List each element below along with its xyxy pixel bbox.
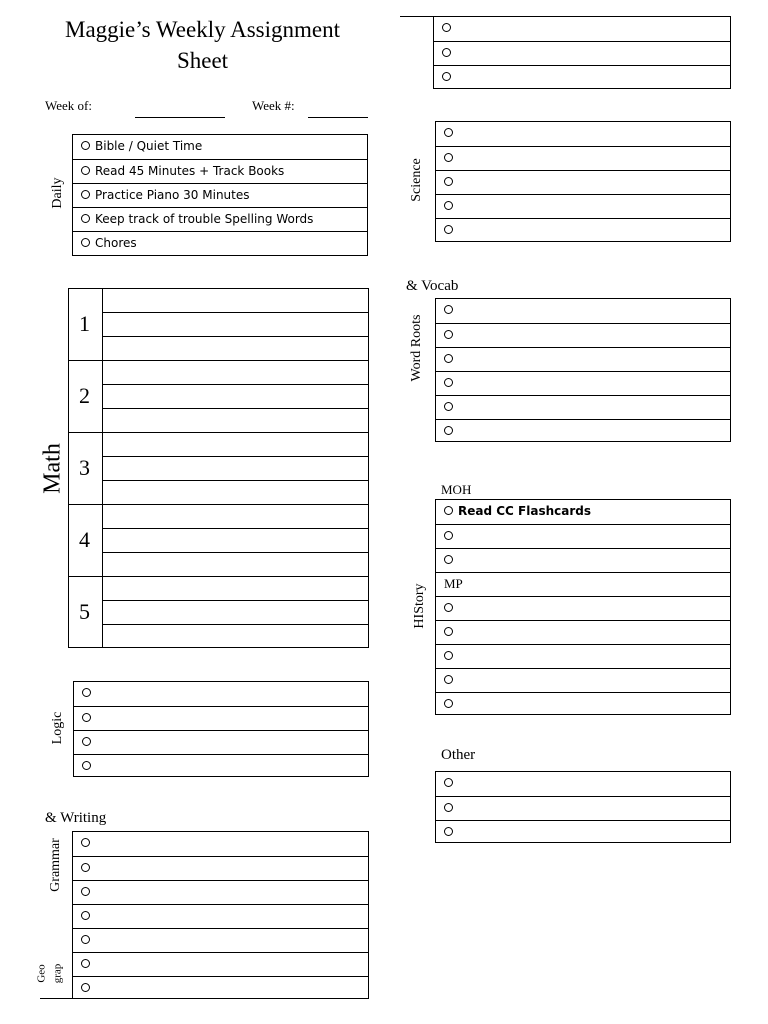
page-title — [30, 14, 375, 76]
checkbox-circle-icon[interactable] — [81, 911, 90, 920]
geography-item[interactable] — [73, 976, 368, 1000]
checkbox-circle-icon[interactable] — [442, 72, 451, 81]
daily-label: Daily — [50, 177, 65, 209]
checkbox-circle-icon[interactable] — [444, 378, 453, 387]
checkbox-circle-icon[interactable] — [444, 803, 453, 812]
math-line[interactable] — [102, 336, 368, 337]
history-item[interactable] — [436, 620, 730, 644]
history-label: HIStory — [412, 583, 427, 629]
math-grid — [68, 288, 369, 648]
checkbox-circle-icon[interactable] — [442, 23, 451, 32]
checkbox-circle-icon[interactable] — [81, 863, 90, 872]
math-line[interactable] — [102, 624, 368, 625]
math-line[interactable] — [102, 480, 368, 481]
top-item[interactable] — [434, 65, 730, 89]
grammar-item[interactable] — [73, 880, 368, 904]
grammar-item[interactable] — [73, 856, 368, 880]
math-group-divider — [69, 504, 368, 505]
math-line[interactable] — [102, 552, 368, 553]
other-label: Other — [441, 747, 476, 763]
geography-item[interactable] — [73, 952, 368, 976]
other-box — [435, 771, 731, 843]
grammar-item[interactable] — [73, 928, 368, 952]
vocab-item[interactable] — [436, 299, 730, 323]
checkbox-circle-icon[interactable] — [444, 651, 453, 660]
grammar-top-label: & Writing — [45, 810, 107, 826]
checkbox-circle-icon[interactable] — [444, 531, 453, 540]
top-item[interactable] — [434, 41, 730, 65]
checkbox-circle-icon[interactable] — [444, 827, 453, 836]
checkbox-circle-icon[interactable] — [444, 402, 453, 411]
math-number-5: 5 — [79, 599, 90, 624]
word-roots-label: Word Roots — [409, 314, 424, 382]
history-box — [435, 499, 731, 715]
daily-box — [72, 134, 368, 256]
checkbox-circle-icon[interactable] — [444, 675, 453, 684]
history-item[interactable] — [436, 668, 730, 692]
history-item[interactable] — [436, 524, 730, 548]
logic-item[interactable] — [74, 754, 368, 778]
daily-item-3[interactable]: Practice Piano 30 Minutes — [73, 183, 367, 207]
history-item[interactable] — [436, 644, 730, 668]
science-label: Science — [409, 158, 424, 202]
math-group-divider — [69, 432, 368, 433]
checkbox-circle-icon[interactable] — [81, 141, 90, 150]
math-number-4: 4 — [79, 527, 90, 552]
math-number-3: 3 — [79, 455, 90, 480]
grammar-box — [72, 831, 369, 999]
vocab-item[interactable] — [436, 347, 730, 371]
vocab-box — [435, 298, 731, 442]
checkbox-circle-icon[interactable] — [444, 354, 453, 363]
math-number-2: 2 — [79, 383, 90, 408]
history-item-flashcards[interactable]: Read CC Flashcards — [436, 500, 730, 524]
checkbox-circle-icon[interactable] — [81, 166, 90, 175]
history-item[interactable] — [436, 596, 730, 620]
week-of-label: Week of: — [45, 98, 92, 113]
vocab-top-label: & Vocab — [406, 278, 459, 294]
math-line[interactable] — [102, 312, 368, 313]
checkbox-circle-icon[interactable] — [81, 838, 90, 847]
geo-label-a: Geo — [35, 964, 48, 983]
math-number-1: 1 — [79, 311, 90, 336]
math-line[interactable] — [102, 384, 368, 385]
grammar-label: Grammar — [48, 838, 63, 892]
grammar-item[interactable] — [73, 904, 368, 928]
week-of-field[interactable] — [135, 117, 225, 118]
math-divider — [102, 289, 103, 647]
math-label: Math — [39, 443, 66, 494]
title-line-1: Maggie’s Weekly Assignment — [65, 17, 340, 42]
grammar-item[interactable] — [73, 832, 368, 856]
other-item[interactable] — [436, 796, 730, 820]
top-table — [433, 16, 731, 89]
other-item[interactable] — [436, 820, 730, 844]
science-item[interactable] — [436, 218, 730, 242]
moh-label: MOH — [441, 482, 472, 497]
top-table-leader — [400, 16, 434, 17]
checkbox-circle-icon[interactable] — [444, 128, 453, 137]
checkbox-circle-icon[interactable] — [444, 330, 453, 339]
checkbox-circle-icon[interactable] — [82, 737, 91, 746]
math-line[interactable] — [102, 600, 368, 601]
daily-item-2[interactable]: Read 45 Minutes + Track Books — [73, 159, 367, 183]
checkbox-circle-icon[interactable] — [444, 177, 453, 186]
mp-subheading: MP — [436, 572, 730, 596]
checkbox-circle-icon[interactable] — [444, 426, 453, 435]
checkbox-circle-icon[interactable] — [81, 190, 90, 199]
history-item[interactable] — [436, 692, 730, 716]
checkbox-circle-icon[interactable] — [81, 887, 90, 896]
checkbox-circle-icon[interactable] — [82, 688, 91, 697]
vocab-item[interactable] — [436, 395, 730, 419]
science-item[interactable] — [436, 194, 730, 218]
science-item[interactable] — [436, 146, 730, 170]
other-item[interactable] — [436, 772, 730, 796]
logic-label: Logic — [50, 711, 65, 745]
logic-item[interactable] — [74, 730, 368, 754]
checkbox-circle-icon[interactable] — [444, 555, 453, 564]
math-group-divider — [69, 576, 368, 577]
history-item[interactable] — [436, 548, 730, 572]
science-item[interactable] — [436, 122, 730, 146]
checkbox-circle-icon[interactable] — [81, 214, 90, 223]
science-item[interactable] — [436, 170, 730, 194]
math-line[interactable] — [102, 408, 368, 409]
checkbox-circle-icon[interactable] — [81, 935, 90, 944]
week-num-field[interactable] — [308, 117, 368, 118]
math-group-divider — [69, 360, 368, 361]
checkbox-circle-icon[interactable] — [81, 238, 90, 247]
vocab-item[interactable] — [436, 323, 730, 347]
logic-item[interactable] — [74, 706, 368, 730]
checkbox-circle-icon[interactable] — [444, 627, 453, 636]
vocab-item[interactable] — [436, 371, 730, 395]
geo-underline — [40, 998, 74, 999]
checkbox-circle-icon[interactable] — [82, 761, 91, 770]
checkbox-circle-icon[interactable] — [81, 959, 90, 968]
checkbox-circle-icon[interactable] — [82, 713, 91, 722]
checkbox-circle-icon[interactable] — [444, 778, 453, 787]
logic-box — [73, 681, 369, 777]
daily-item-1[interactable]: Bible / Quiet Time — [73, 135, 367, 159]
checkbox-circle-icon[interactable] — [444, 305, 453, 314]
checkbox-circle-icon[interactable] — [444, 153, 453, 162]
checkbox-circle-icon[interactable] — [81, 983, 90, 992]
checkbox-circle-icon[interactable] — [444, 201, 453, 210]
math-line[interactable] — [102, 456, 368, 457]
checkbox-circle-icon[interactable] — [444, 225, 453, 234]
checkbox-circle-icon[interactable] — [442, 48, 451, 57]
daily-item-5[interactable]: Chores — [73, 231, 367, 255]
week-num-label: Week #: — [252, 98, 295, 113]
top-item[interactable] — [434, 17, 730, 41]
daily-item-4[interactable]: Keep track of trouble Spelling Words — [73, 207, 367, 231]
math-line[interactable] — [102, 528, 368, 529]
logic-item[interactable] — [74, 682, 368, 706]
checkbox-circle-icon[interactable] — [444, 699, 453, 708]
vocab-item[interactable] — [436, 419, 730, 443]
checkbox-circle-icon[interactable] — [444, 603, 453, 612]
checkbox-circle-icon[interactable] — [444, 506, 453, 515]
title-line-2: Sheet — [176, 48, 229, 73]
geo-label-b: grap — [51, 963, 64, 984]
science-box — [435, 121, 731, 242]
